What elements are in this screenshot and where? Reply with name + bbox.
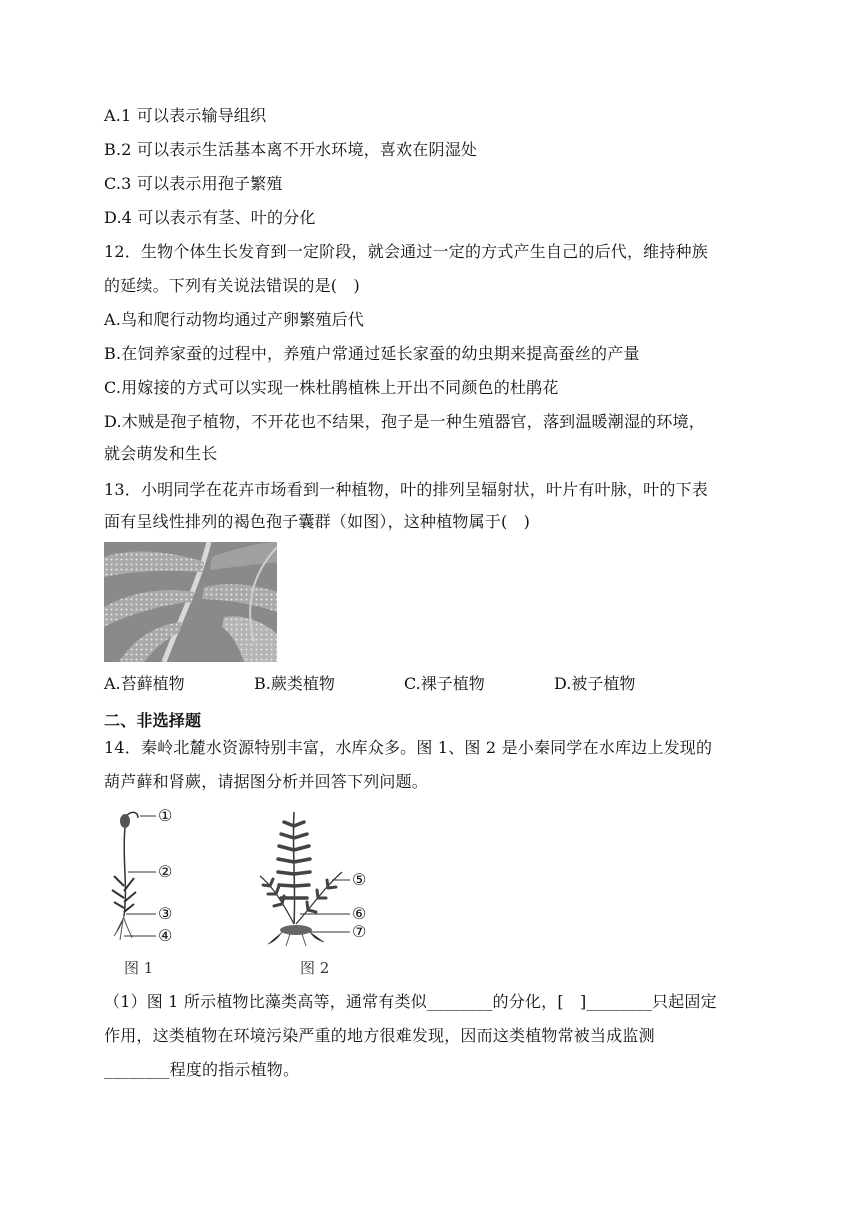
q13-option-c: C.裸子植物 — [404, 674, 485, 693]
q12-stem-line2: 的延续。下列有关说法错误的是( ) — [104, 276, 360, 295]
q14-part1-line3: ________程度的指示植物。 — [104, 1060, 300, 1079]
q11-option-a: A.1 可以表示输导组织 — [104, 106, 267, 125]
q12-option-b: B.在饲养家蚕的过程中，养殖户常通过延长家蚕的幼虫期来提高蚕丝的产量 — [104, 344, 640, 363]
fig2-label-6: ⑥ — [352, 904, 367, 923]
fig2-label-7: ⑦ — [352, 922, 367, 941]
q11-option-c: C.3 可以表示用孢子繁殖 — [104, 174, 283, 193]
q12-option-a: A.鸟和爬行动物均通过产卵繁殖后代 — [104, 310, 365, 329]
q12-option-c: C.用嫁接的方式可以实现一株杜鹃植株上开出不同颜色的杜鹃花 — [104, 378, 559, 397]
q11-option-b: B.2 可以表示生活基本离不开水环境，喜欢在阴湿处 — [104, 140, 478, 159]
q13-option-d: D.被子植物 — [554, 674, 636, 693]
fern-diagram — [252, 806, 377, 951]
fern-frond-image — [104, 542, 277, 662]
fig2-caption: 图 2 — [300, 959, 330, 977]
q13-option-b: B.蕨类植物 — [254, 674, 335, 693]
q14-part1-line2: 作用，这类植物在环境污染严重的地方很难发现，因而这类植物常被当成监测 — [104, 1026, 655, 1045]
q13-option-a: A.苔藓植物 — [104, 674, 185, 693]
section-heading: 二、非选择题 — [104, 711, 202, 730]
q14-stem-line2: 葫芦藓和肾蕨，请据图分析并回答下列问题。 — [104, 772, 429, 791]
fig1-label-3: ③ — [158, 904, 173, 923]
q11-option-d: D.4 可以表示有茎、叶的分化 — [104, 208, 316, 227]
fern-spore-photo — [104, 542, 277, 662]
q12-stem-line1: 12．生物个体生长发育到一定阶段，就会通过一定的方式产生自己的后代，维持种族 — [104, 242, 708, 261]
moss-diagram — [104, 806, 194, 951]
q14-part1-line1: （1）图 1 所示植物比藻类高等，通常有类似________的分化，[ ]________只起固定 — [104, 992, 717, 1011]
q13-stem-line2: 面有呈线性排列的褐色孢子囊群（如图），这种植物属于( ) — [104, 512, 531, 531]
q12-option-d-cont: 就会萌发和生长 — [104, 444, 218, 463]
moss-plant-icon — [104, 806, 194, 951]
q14-stem-line1: 14．秦岭北麓水资源特别丰富，水库众多。图 1、图 2 是小秦同学在水库边上发现的 — [104, 738, 713, 757]
q12-option-d: D.木贼是孢子植物，不开花也不结果，孢子是一种生殖器官，落到温暖潮湿的环境， — [104, 412, 705, 431]
fig1-caption: 图 1 — [124, 959, 154, 977]
fig1-label-2: ② — [158, 862, 173, 881]
q13-stem-line1: 13．小明同学在花卉市场看到一种植物，叶的排列呈辐射状，叶片有叶脉，叶的下表 — [104, 480, 708, 499]
fig1-label-4: ④ — [158, 926, 173, 945]
fig1-label-1: ① — [158, 806, 173, 825]
fig2-label-5: ⑤ — [352, 870, 367, 889]
